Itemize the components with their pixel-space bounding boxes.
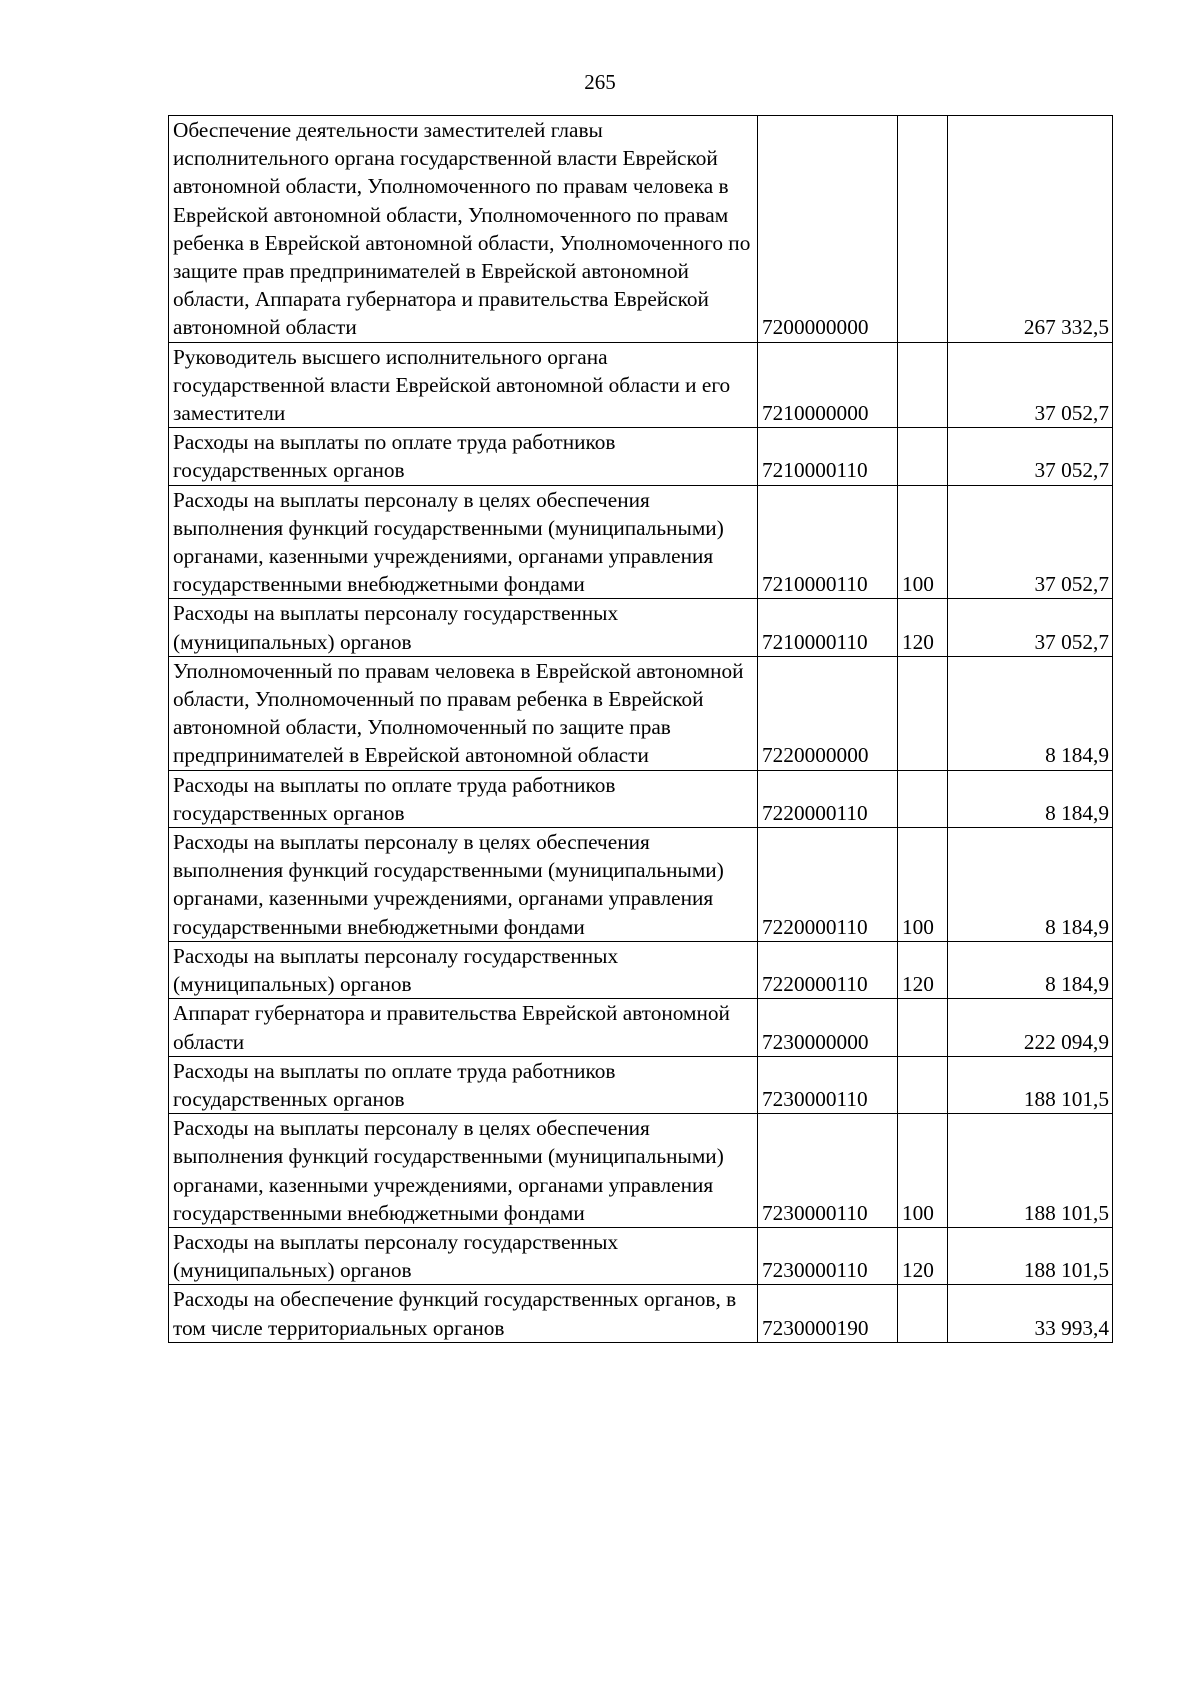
table-row — [169, 485, 1113, 599]
row-sum: 188 101,5 — [948, 1056, 1113, 1113]
row-type — [898, 1056, 948, 1113]
row-name: Расходы на выплаты персоналу государственных (муниципальных) органов — [169, 1227, 758, 1284]
table-row — [169, 1285, 1113, 1342]
row-name: Расходы на выплаты персоналу в целях обеспечения выполнения функций государственными (муниципальными) органами, казенными учреждениями, органами управления государственными внебюджетными фондами — [169, 828, 758, 942]
table-row — [169, 656, 1113, 770]
row-name: Аппарат губернатора и правительства Еврейской автономной области — [169, 999, 758, 1056]
table-row — [169, 428, 1113, 485]
row-code: 7230000110 — [758, 1114, 898, 1228]
row-sum: 37 052,7 — [948, 342, 1113, 428]
row-sum: 8 184,9 — [948, 941, 1113, 998]
row-type: 100 — [898, 828, 948, 942]
row-name: Уполномоченный по правам человека в Еврейской автономной области, Уполномоченный по правам ребенка в Еврейской автономной области, Уполномоченный по защите прав предпринимателей в Еврейской автономной области — [169, 656, 758, 770]
table-row — [169, 999, 1113, 1056]
row-sum: 188 101,5 — [948, 1227, 1113, 1284]
table-row — [169, 1056, 1113, 1113]
row-type: 120 — [898, 1227, 948, 1284]
row-code: 7210000110 — [758, 428, 898, 485]
row-type: 120 — [898, 599, 948, 656]
row-type — [898, 428, 948, 485]
row-name: Расходы на выплаты по оплате труда работников государственных органов — [169, 428, 758, 485]
row-sum: 37 052,7 — [948, 428, 1113, 485]
budget-table — [168, 115, 1113, 1343]
row-name: Расходы на выплаты персоналу в целях обеспечения выполнения функций государственными (муниципальными) органами, казенными учреждениями, органами управления государственными внебюджетными фондами — [169, 485, 758, 599]
row-code: 7220000110 — [758, 770, 898, 827]
row-sum: 188 101,5 — [948, 1114, 1113, 1228]
row-code: 7220000110 — [758, 941, 898, 998]
row-sum: 37 052,7 — [948, 599, 1113, 656]
row-code: 7220000000 — [758, 656, 898, 770]
row-name: Руководитель высшего исполнительного органа государственной власти Еврейской автономной области и его заместители — [169, 342, 758, 428]
row-sum: 33 993,4 — [948, 1285, 1113, 1342]
row-type — [898, 656, 948, 770]
row-name: Расходы на выплаты по оплате труда работников государственных органов — [169, 1056, 758, 1113]
row-sum: 222 094,9 — [948, 999, 1113, 1056]
row-sum: 8 184,9 — [948, 656, 1113, 770]
row-name: Расходы на выплаты персоналу государственных (муниципальных) органов — [169, 941, 758, 998]
table-row — [169, 770, 1113, 827]
row-type — [898, 770, 948, 827]
row-code: 7230000110 — [758, 1056, 898, 1113]
row-type — [898, 1285, 948, 1342]
row-type: 100 — [898, 1114, 948, 1228]
row-code: 7220000110 — [758, 828, 898, 942]
table-row — [169, 342, 1113, 428]
row-name: Расходы на обеспечение функций государственных органов, в том числе территориальных органов — [169, 1285, 758, 1342]
page-number: 265 — [584, 70, 616, 94]
row-code: 7230000000 — [758, 999, 898, 1056]
row-sum: 8 184,9 — [948, 828, 1113, 942]
row-type — [898, 116, 948, 343]
row-name: Расходы на выплаты персоналу в целях обеспечения выполнения функций государственными (муниципальными) органами, казенными учреждениями, органами управления государственными внебюджетными фондами — [169, 1114, 758, 1228]
budget-table-body — [169, 116, 1113, 1343]
row-sum: 8 184,9 — [948, 770, 1113, 827]
table-row — [169, 828, 1113, 942]
row-sum: 37 052,7 — [948, 485, 1113, 599]
row-type — [898, 342, 948, 428]
row-type: 120 — [898, 941, 948, 998]
table-row — [169, 941, 1113, 998]
row-name: Обеспечение деятельности заместителей главы исполнительного органа государственной власти Еврейской автономной области, Уполномоченного по правам человека в Еврейской автономной области, Уполномоченного по правам ребенка в Еврейской автономной области, Уполномоченного по защите прав предпринимателей в Еврейской автономной области, Аппарата губернатора и правительства Еврейской автономной области — [169, 116, 758, 343]
row-code: 7230000190 — [758, 1285, 898, 1342]
table-row — [169, 599, 1113, 656]
row-sum: 267 332,5 — [948, 116, 1113, 343]
row-name: Расходы на выплаты персоналу государственных (муниципальных) органов — [169, 599, 758, 656]
row-code: 7210000000 — [758, 342, 898, 428]
row-code: 7210000110 — [758, 485, 898, 599]
row-code: 7230000110 — [758, 1227, 898, 1284]
table-row — [169, 1227, 1113, 1284]
row-code: 7210000110 — [758, 599, 898, 656]
row-name: Расходы на выплаты по оплате труда работников государственных органов — [169, 770, 758, 827]
row-type — [898, 999, 948, 1056]
row-code: 7200000000 — [758, 116, 898, 343]
row-type: 100 — [898, 485, 948, 599]
table-row — [169, 1114, 1113, 1228]
table-row — [169, 116, 1113, 343]
